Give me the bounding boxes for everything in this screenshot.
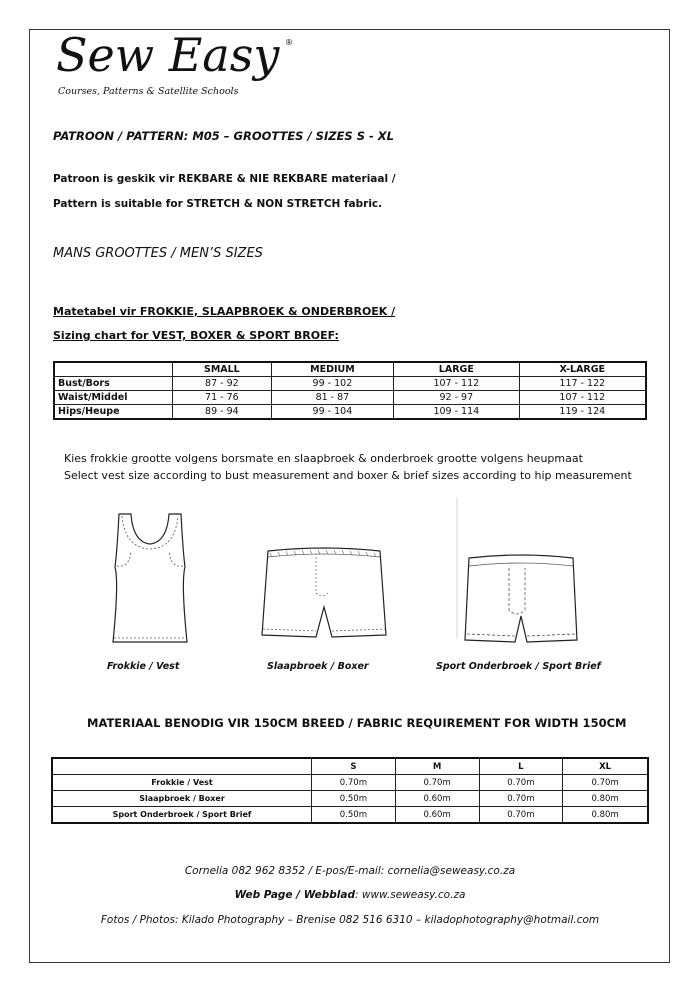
table-cell: 0.50m (312, 807, 396, 824)
table-header: MEDIUM (271, 362, 393, 377)
table-header: SMALL (173, 362, 272, 377)
suitability-english: Pattern is suitable for STRETCH & NON STRETCH fabric. (53, 198, 383, 210)
size-table (53, 361, 647, 420)
table-cell: 0.50m (312, 791, 396, 807)
table-cell: 117 - 122 (519, 377, 646, 391)
table-cell: 92 - 97 (394, 391, 520, 405)
table-cell: 71 - 76 (173, 391, 272, 405)
vest-caption: Frokkie / Vest (107, 661, 180, 672)
row-label: Sport Onderbroek / Sport Brief (52, 807, 312, 824)
table-cell: 119 - 124 (519, 405, 646, 420)
table-cell: 0.70m (563, 775, 648, 791)
row-label: Bust/Bors (54, 377, 173, 391)
table-cell: 107 - 112 (394, 377, 520, 391)
chart-label-afrikaans: Matetabel vir FROKKIE, SLAAPBROEK & ONDERBROEK / (53, 305, 396, 318)
section-title: MANS GROOTTES / MEN’S SIZES (53, 246, 263, 261)
table-cell: 0.60m (395, 807, 479, 824)
footer-web-separator: : (354, 889, 362, 901)
table-row (54, 377, 646, 391)
registered-mark: ® (285, 38, 293, 47)
table-header: LARGE (394, 362, 520, 377)
footer-web-label: Web Page / Webblad (234, 889, 355, 901)
fabric-title: MATERIAAL BENODIG VIR 150CM BREED / FABRIC REQUIREMENT FOR WIDTH 150CM (87, 716, 627, 730)
table-cell: 0.70m (479, 791, 563, 807)
table-row (54, 391, 646, 405)
suitability-afrikaans: Patroon is geskik vir REKBARE & NIE REKBARE materiaal / (53, 173, 396, 185)
table-cell: 109 - 114 (394, 405, 520, 420)
table-row (52, 775, 648, 791)
row-label: Waist/Middel (54, 391, 173, 405)
tagline: Courses, Patterns & Satellite Schools (58, 86, 239, 97)
table-cell: 81 - 87 (271, 391, 393, 405)
table-cell: 0.80m (563, 807, 648, 824)
table-cell (54, 362, 173, 377)
row-label: Slaapbroek / Boxer (52, 791, 312, 807)
note-english: Select vest size according to bust measurement and boxer & brief sizes according to hip measurement (64, 469, 632, 482)
table-header: X-LARGE (519, 362, 646, 377)
table-cell: 0.60m (395, 791, 479, 807)
boxer-illustration (260, 545, 388, 645)
boxer-caption: Slaapbroek / Boxer (267, 661, 369, 672)
fabric-table (51, 757, 649, 824)
footer-web (50, 889, 650, 901)
footer-photos: Fotos / Photos: Kilado Photography – Brenise 082 516 6310 – kiladophotography@hotmail.com (100, 914, 600, 926)
row-label: Frokkie / Vest (52, 775, 312, 791)
brief-caption: Sport Onderbroek / Sport Brief (436, 661, 601, 672)
table-cell: 0.70m (395, 775, 479, 791)
table-header: L (479, 758, 563, 775)
footer-web-link[interactable]: www.seweasy.co.za (361, 889, 466, 901)
table-cell: 99 - 104 (271, 405, 393, 420)
table-cell: 0.70m (479, 807, 563, 824)
table-cell: 0.70m (312, 775, 396, 791)
chart-label-english: Sizing chart for VEST, BOXER & SPORT BROEF: (53, 329, 339, 342)
note-afrikaans: Kies frokkie grootte volgens borsmate en slaapbroek & onderbroek grootte volgens heupmaat (64, 452, 583, 465)
pattern-line: PATROON / PATTERN: M05 – GROOTTES / SIZES S - XL (53, 129, 394, 143)
table-row (52, 791, 648, 807)
table-header: M (395, 758, 479, 775)
table-cell: 0.70m (479, 775, 563, 791)
table-row (52, 758, 648, 775)
table-header: S (312, 758, 396, 775)
table-cell: 87 - 92 (173, 377, 272, 391)
row-label: Hips/Heupe (54, 405, 173, 420)
vest-illustration (105, 512, 195, 647)
table-cell: 0.80m (563, 791, 648, 807)
footer-contact: Cornelia 082 962 8352 / E-pos/E-mail: cornelia@seweasy.co.za (184, 865, 516, 877)
brief-illustration (455, 498, 585, 648)
table-cell: 99 - 102 (271, 377, 393, 391)
logo: Sew Easy (56, 28, 280, 82)
table-row (52, 807, 648, 824)
table-row (54, 362, 646, 377)
table-cell: 89 - 94 (173, 405, 272, 420)
table-cell: 107 - 112 (519, 391, 646, 405)
table-cell (52, 758, 312, 775)
table-row (54, 405, 646, 420)
table-header: XL (563, 758, 648, 775)
